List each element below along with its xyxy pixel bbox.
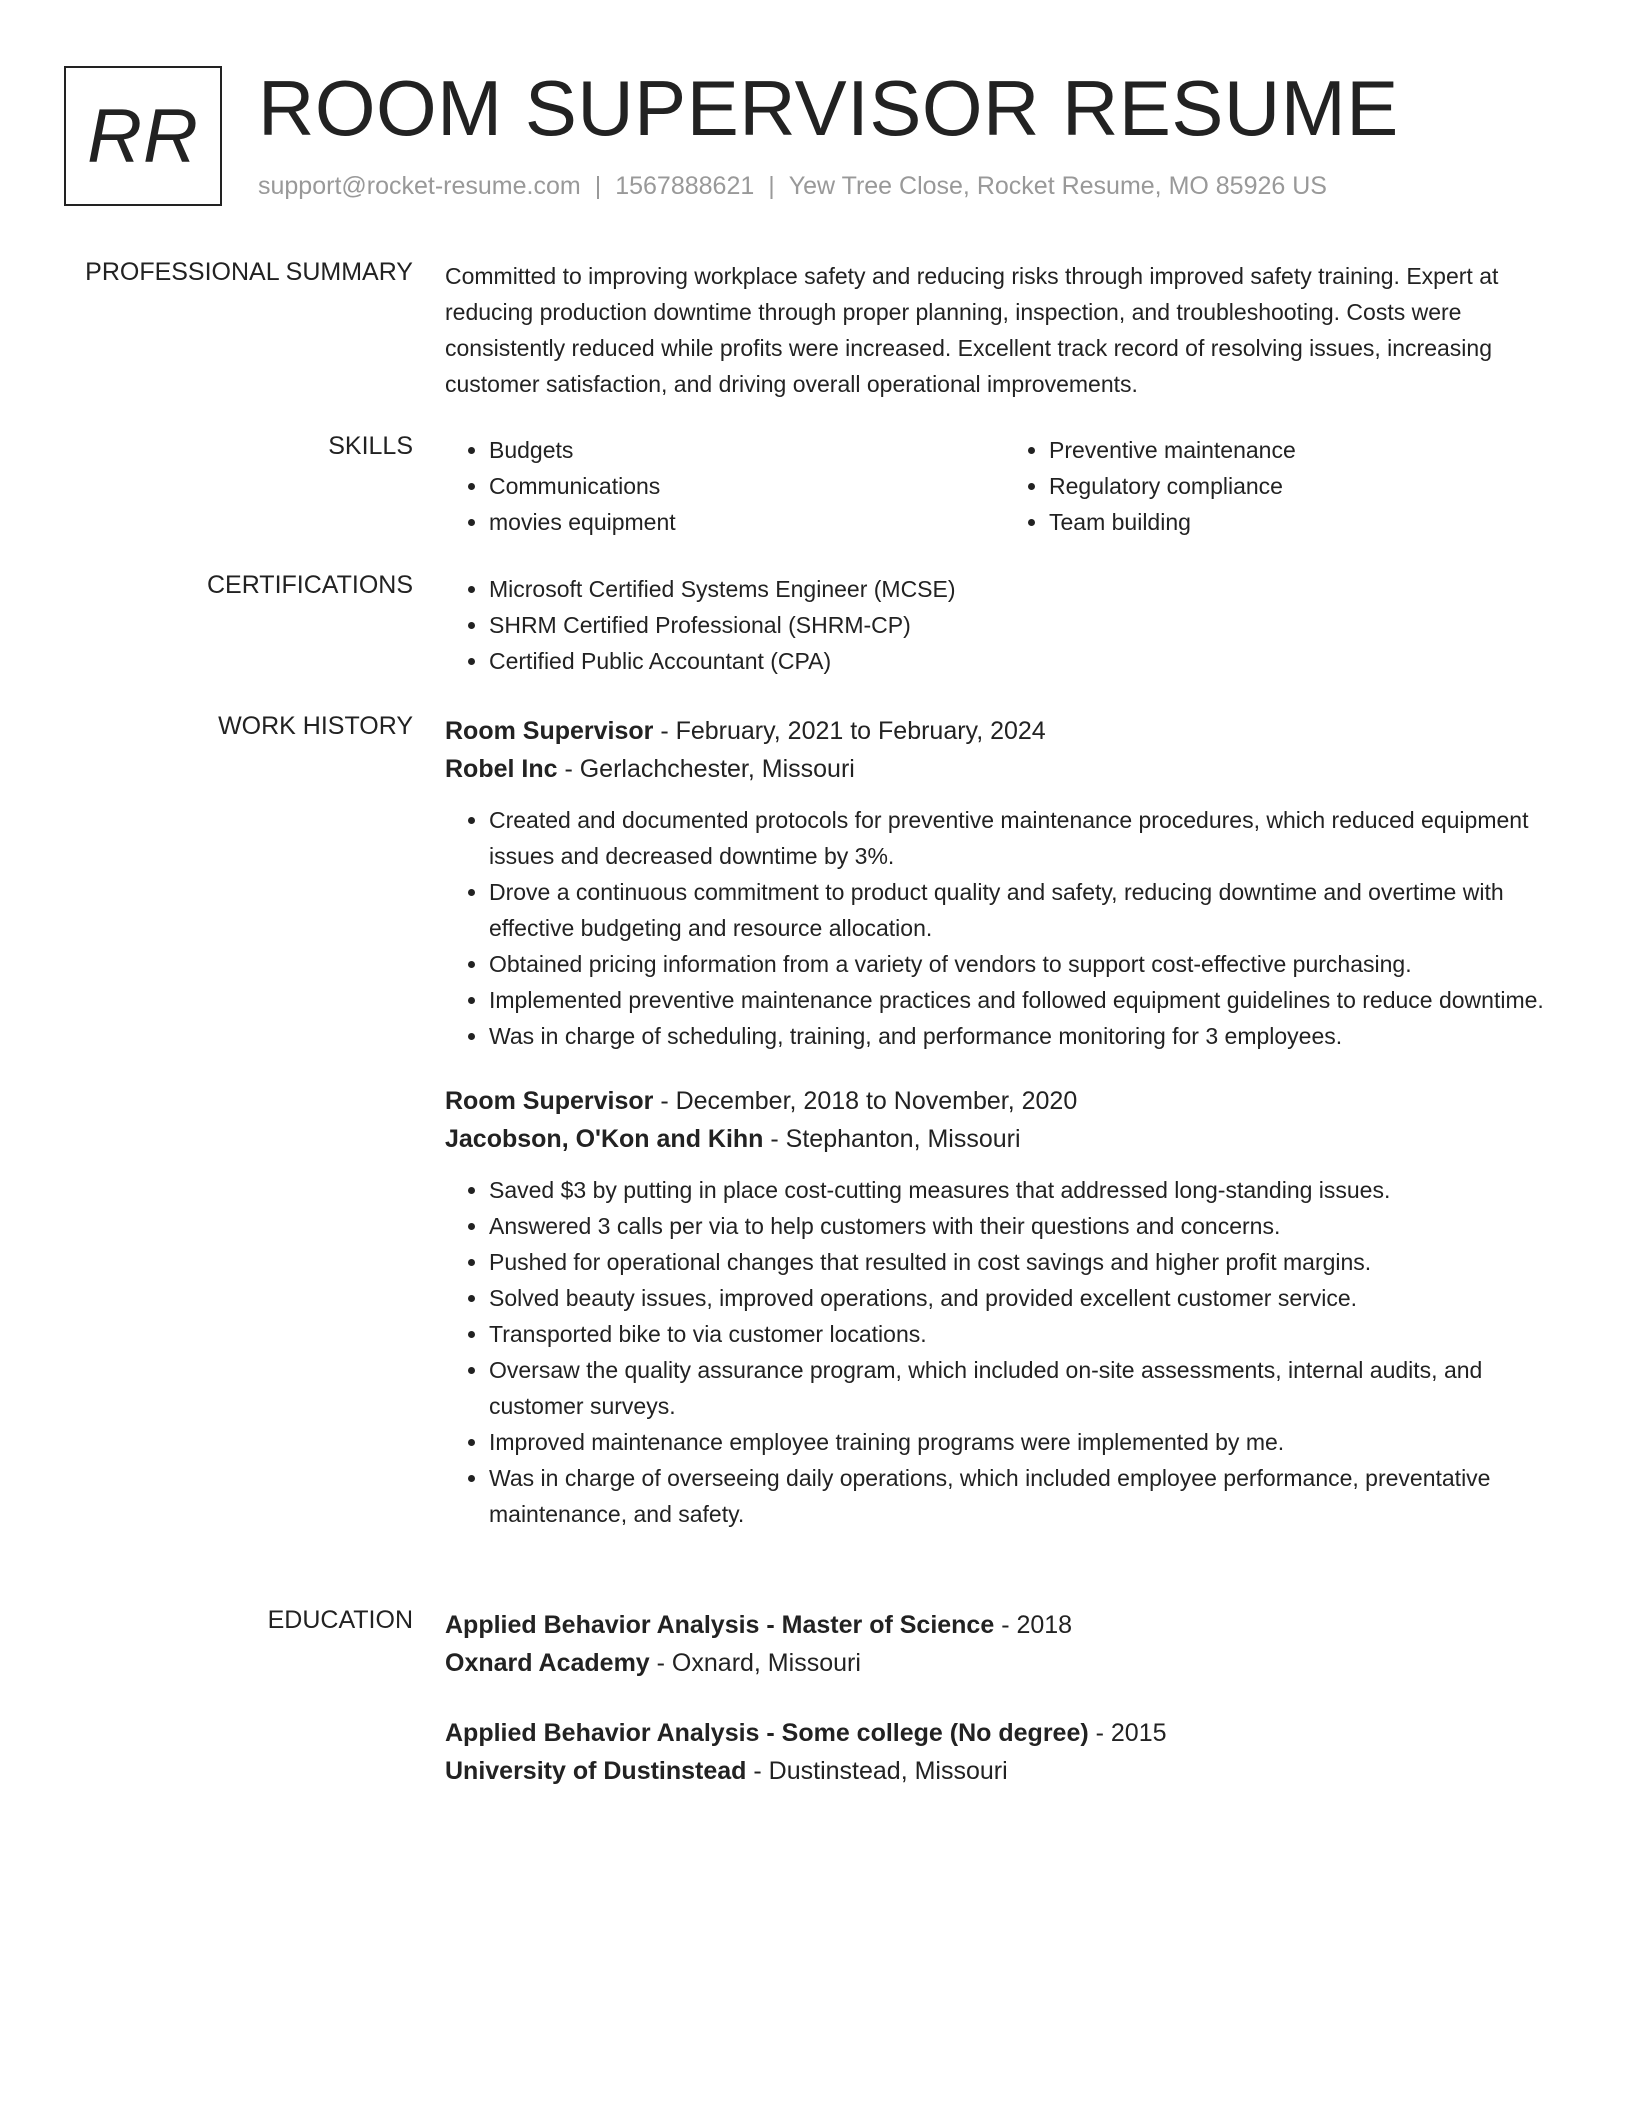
- job-entry: [445, 1082, 1565, 1532]
- education-entry: [445, 1606, 1565, 1682]
- skill-item: • movies equipment: [489, 504, 1005, 540]
- job-bullets: [445, 1172, 1565, 1532]
- job-bullet: • Pushed for operational changes that resulted in cost savings and higher profit margins.: [489, 1244, 1565, 1280]
- contact-line: [258, 172, 1327, 201]
- job-location: - Stephanton, Missouri: [763, 1125, 1021, 1153]
- job-title: Room Supervisor: [445, 717, 654, 745]
- job-bullets: [445, 802, 1565, 1054]
- monogram-initials: RR: [87, 93, 199, 179]
- certification-item: • Certified Public Accountant (CPA): [489, 643, 1565, 679]
- job-bullet: • Answered 3 calls per via to help customers with their questions and concerns.: [489, 1208, 1565, 1244]
- job-location: - Gerlachchester, Missouri: [557, 755, 855, 783]
- contact-separator: |: [768, 172, 775, 200]
- skill-item: • Communications: [489, 468, 1005, 504]
- section-label-summary: PROFESSIONAL SUMMARY: [85, 258, 413, 286]
- job-bullet: • Created and documented protocols for preventive maintenance procedures, which reduced equipment issues and decreased downtime by 3%.: [489, 802, 1565, 874]
- section-label-certifications: CERTIFICATIONS: [206, 571, 413, 599]
- job-dates: - December, 2018 to November, 2020: [653, 1087, 1078, 1115]
- skill-item: • Budgets: [489, 432, 1005, 468]
- monogram-logo: [64, 66, 222, 206]
- contact-email: support@rocket-resume.com: [258, 172, 581, 200]
- job-entry: [445, 712, 1565, 1054]
- job-title-line: [445, 712, 1565, 750]
- section-label-education: EDUCATION: [267, 1606, 413, 1634]
- job-bullet: • Oversaw the quality assurance program, which included on-site assessments, internal audits, and customer surveys.: [489, 1352, 1565, 1424]
- job-bullet: • Implemented preventive maintenance practices and followed equipment guidelines to reduce downtime.: [489, 982, 1565, 1018]
- job-bullet: • Drove a continuous commitment to product quality and safety, reducing downtime and overtime with effective budgeting and resource allocation.: [489, 874, 1565, 946]
- summary-text: Committed to improving workplace safety and reducing risks through improved safety training. Expert at reducing production downtime through proper planning, inspection, and troubleshooting. Costs were consistently reduced while profits were increased. Excellent track record of resolving issues, increasing customer satisfaction, and driving overall operational improvements.: [445, 263, 1499, 397]
- skill-item: • Team building: [1049, 504, 1565, 540]
- resume-header: [64, 66, 1564, 216]
- job-bullet: • Saved $3 by putting in place cost-cutting measures that addressed long-standing issues.: [489, 1172, 1565, 1208]
- resume-title: ROOM SUPERVISOR RESUME: [258, 64, 1399, 152]
- education-year: - 2015: [1088, 1719, 1167, 1747]
- contact-address: Yew Tree Close, Rocket Resume, MO 85926 US: [788, 172, 1327, 200]
- job-bullet: • Improved maintenance employee training programs were implemented by me.: [489, 1424, 1565, 1460]
- job-dates: - February, 2021 to February, 2024: [653, 717, 1046, 745]
- contact-phone: 1567888621: [615, 172, 755, 200]
- job-title-line: [445, 1082, 1565, 1120]
- job-bullet: • Transported bike to via customer locations.: [489, 1316, 1565, 1352]
- skills-list: [445, 432, 1565, 540]
- job-bullet: • Obtained pricing information from a variety of vendors to support cost-effective purchasing.: [489, 946, 1565, 982]
- certification-item: • Microsoft Certified Systems Engineer (MCSE): [489, 571, 1565, 607]
- education-degree: Applied Behavior Analysis - Master of Science: [445, 1611, 995, 1639]
- education-school: University of Dustinstead: [445, 1757, 747, 1785]
- job-company: Jacobson, O'Kon and Kihn: [445, 1125, 764, 1153]
- job-bullet: • Was in charge of overseeing daily operations, which included employee performance, preventative maintenance, and safety.: [489, 1460, 1565, 1532]
- job-title: Room Supervisor: [445, 1087, 654, 1115]
- education-location: - Dustinstead, Missouri: [746, 1757, 1008, 1785]
- skill-item: • Preventive maintenance: [1049, 432, 1565, 468]
- skills-column-right: [1005, 432, 1565, 540]
- education-year: - 2018: [994, 1611, 1073, 1639]
- skills-column-left: [445, 432, 1005, 540]
- job-bullet: • Solved beauty issues, improved operations, and provided excellent customer service.: [489, 1280, 1565, 1316]
- certification-item: • SHRM Certified Professional (SHRM-CP): [489, 607, 1565, 643]
- education-degree-line: [445, 1714, 1565, 1752]
- education-school: Oxnard Academy: [445, 1649, 650, 1677]
- work-history-body: [445, 712, 1565, 1532]
- education-location: - Oxnard, Missouri: [649, 1649, 861, 1677]
- education-entry: [445, 1714, 1565, 1790]
- education-school-line: [445, 1752, 1565, 1790]
- education-degree: Applied Behavior Analysis - Some college (No degree): [445, 1719, 1089, 1747]
- education-school-line: [445, 1644, 1565, 1682]
- contact-separator: |: [594, 172, 602, 200]
- section-label-work: WORK HISTORY: [218, 712, 413, 740]
- education-degree-line: [445, 1606, 1565, 1644]
- education-body: [445, 1606, 1565, 1790]
- section-label-skills: SKILLS: [328, 432, 413, 460]
- job-bullet: • Was in charge of scheduling, training, and performance monitoring for 3 employees.: [489, 1018, 1565, 1054]
- job-company-line: [445, 750, 1565, 788]
- job-company-line: [445, 1120, 1565, 1158]
- certifications-list: [445, 571, 1565, 679]
- job-company: Robel Inc: [445, 755, 558, 783]
- skill-item: • Regulatory compliance: [1049, 468, 1565, 504]
